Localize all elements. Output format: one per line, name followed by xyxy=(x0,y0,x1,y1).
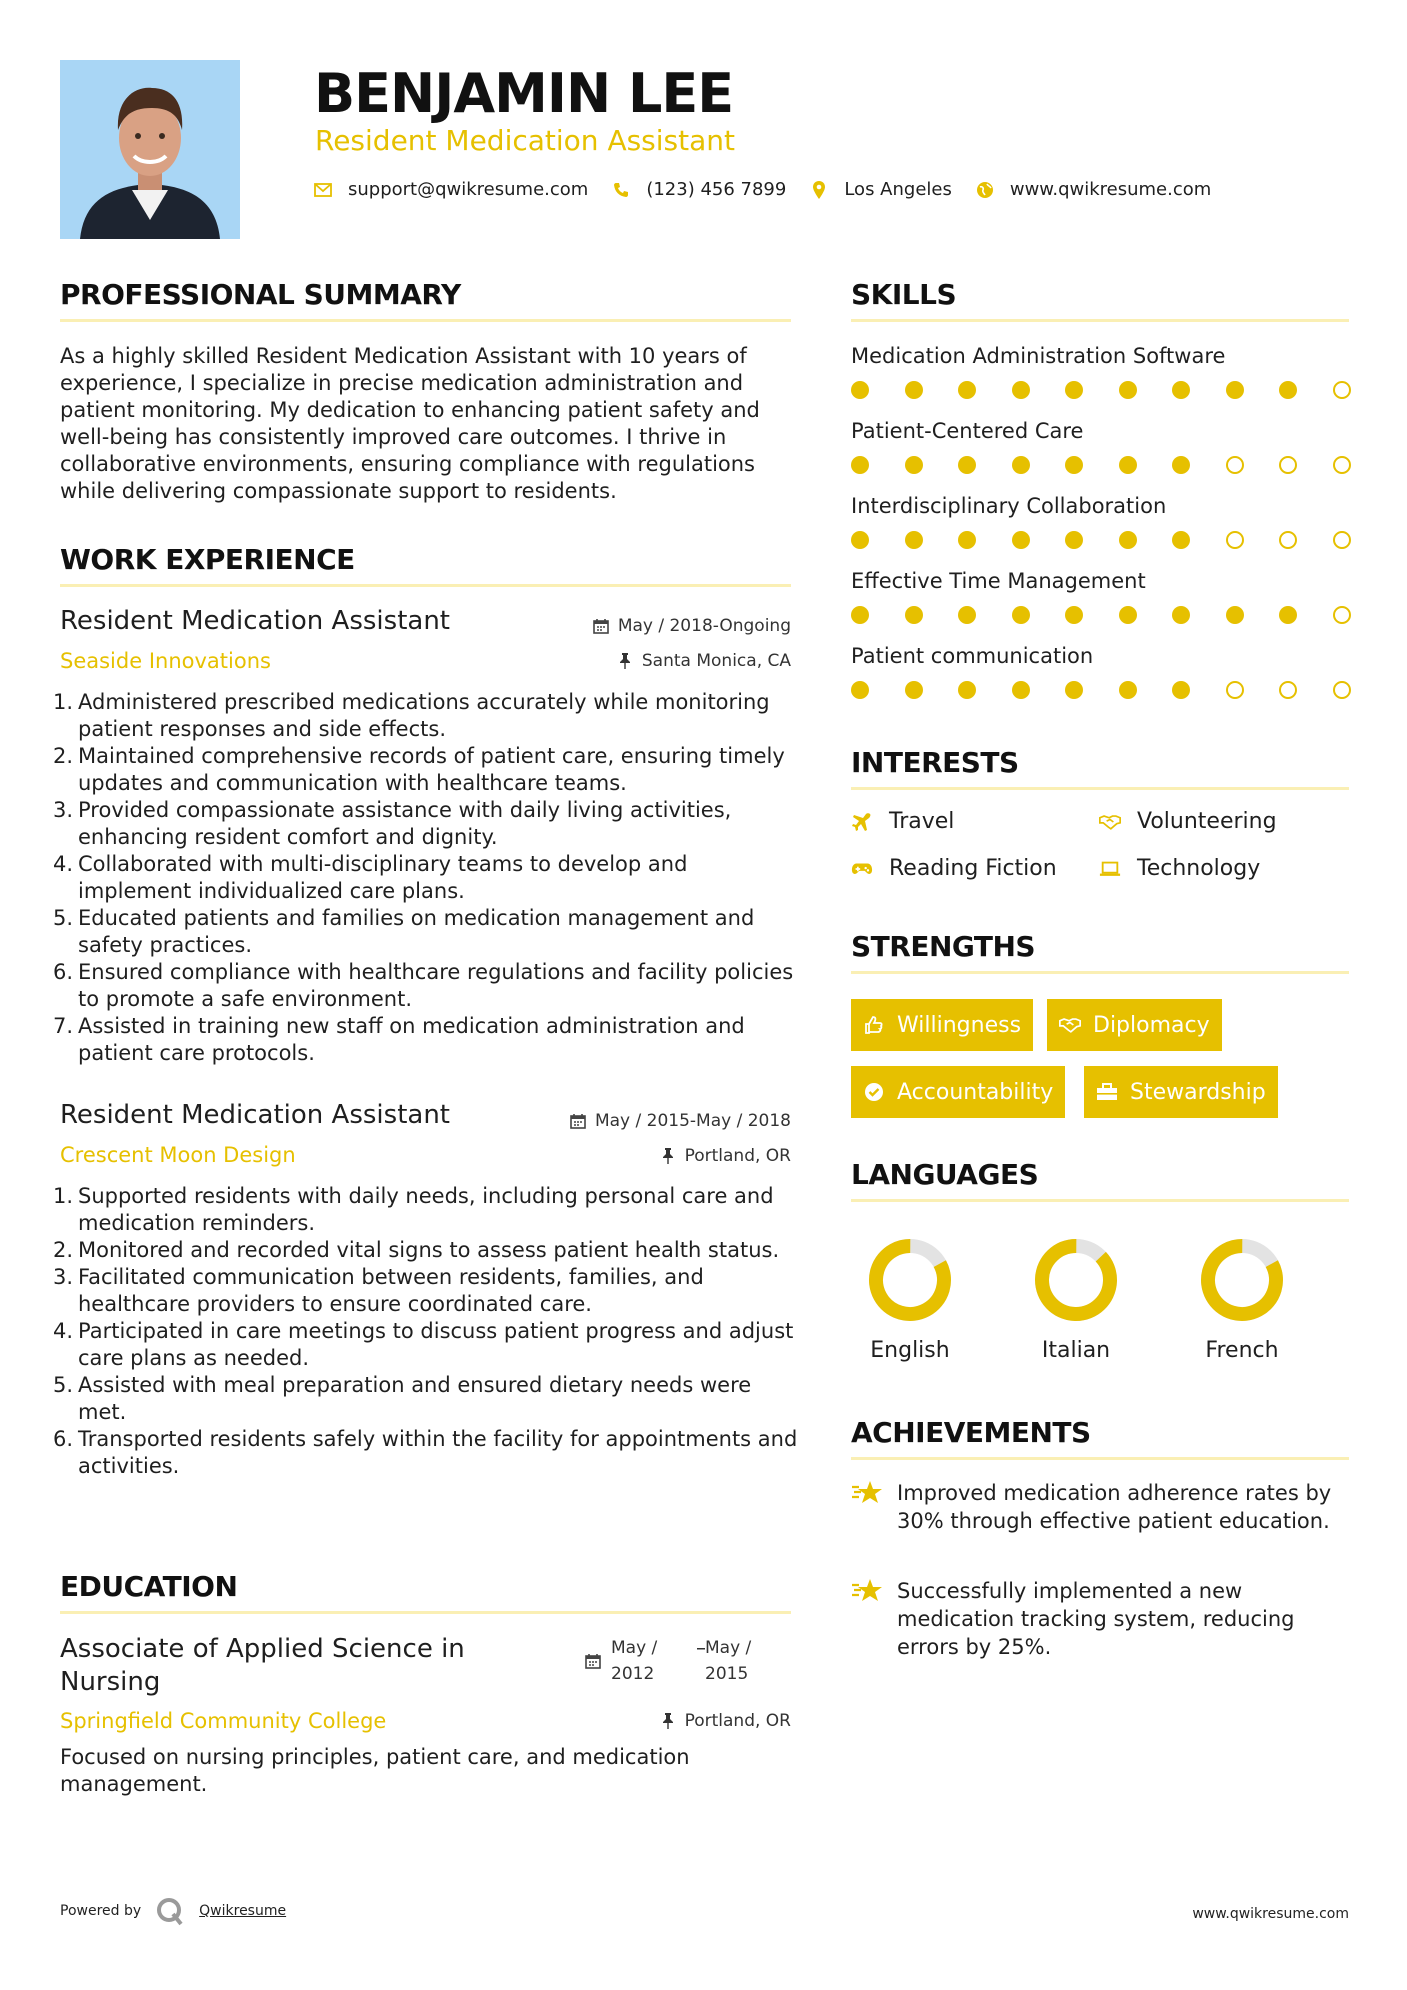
list-item: 3. Facilitated communication between residents, families, and healthcare providers to ensure coordinated care. xyxy=(53,1265,704,1316)
rating-dot-filled xyxy=(1065,681,1083,699)
contact-location xyxy=(810,178,952,202)
rating-dot-filled xyxy=(1065,606,1083,624)
date-separator xyxy=(697,1648,705,1650)
job-location-text: Santa Monica, CA xyxy=(641,651,791,671)
rating-dot-filled xyxy=(958,681,976,699)
language-label: English xyxy=(870,1338,950,1363)
rating-dot-filled xyxy=(958,606,976,624)
brand-link[interactable]: Qwikresume xyxy=(199,1903,287,1919)
rating-dot-filled xyxy=(905,531,923,549)
rating-dot-filled xyxy=(1012,606,1030,624)
rating-dot-filled xyxy=(1012,681,1030,699)
skills-divider xyxy=(851,319,1349,322)
school-name: Springfield Community College xyxy=(60,1709,387,1733)
rating-dot-filled xyxy=(851,606,869,624)
rating-dot-filled xyxy=(958,456,976,474)
rating-dot-filled xyxy=(1172,381,1190,399)
rating-dot-empty xyxy=(1279,456,1297,474)
job-date-text: May / 2018-Ongoing xyxy=(617,616,791,636)
skill-name: Patient communication xyxy=(851,644,1094,668)
email-text: support@qwikresume.com xyxy=(348,179,589,200)
strength-badge: Willingness xyxy=(851,999,1033,1051)
education-location-text: Portland, OR xyxy=(684,1711,791,1731)
rating-dot-empty xyxy=(1333,606,1351,624)
rating-dot-empty xyxy=(1333,681,1351,699)
rating-dot-empty xyxy=(1226,531,1244,549)
strength-badge: Accountability xyxy=(851,1066,1065,1118)
rating-dot-empty xyxy=(1333,381,1351,399)
rating-dot-filled xyxy=(1065,381,1083,399)
rating-dot-filled xyxy=(1172,606,1190,624)
footer-website[interactable]: www.qwikresume.com xyxy=(1192,1906,1349,1922)
job-location xyxy=(616,650,791,672)
list-item: 5. Educated patients and families on medication management and safety practices. xyxy=(53,906,755,957)
language-item xyxy=(1182,1235,1302,1365)
list-item: 1. Administered prescribed medications accurately while monitoring patient responses and side effects. xyxy=(53,690,770,741)
rating-dot-empty xyxy=(1279,681,1297,699)
profile-photo xyxy=(60,60,240,239)
achievement-item: Improved medication adherence rates by 30% through effective patient education. xyxy=(851,1479,1341,1535)
briefcase-icon xyxy=(1096,1081,1118,1103)
pushpin-icon xyxy=(659,1712,677,1730)
list-item: 2. Monitored and recorded vital signs to assess patient health status. xyxy=(53,1238,780,1262)
interest-item: Travel xyxy=(851,808,954,836)
calendar-icon xyxy=(584,1652,602,1670)
rating-dot-filled xyxy=(1226,606,1244,624)
education-description: Focused on nursing principles, patient care, and medication management. xyxy=(60,1745,690,1796)
skill-name: Interdisciplinary Collaboration xyxy=(851,494,1167,518)
strengths-heading: STRENGTHS xyxy=(851,930,1036,963)
handshake-icon xyxy=(1059,1014,1081,1036)
handshake-icon xyxy=(1099,811,1121,833)
language-item xyxy=(1016,1235,1136,1365)
rating-dot-filled xyxy=(958,531,976,549)
strength-badge: Stewardship xyxy=(1084,1066,1278,1118)
rating-dot-filled xyxy=(851,531,869,549)
rating-dot-filled xyxy=(905,681,923,699)
contact-email[interactable] xyxy=(314,178,588,202)
list-item: 6. Transported residents safely within the facility for appointments and activities. xyxy=(53,1427,798,1478)
calendar-icon xyxy=(569,1112,587,1130)
job-date xyxy=(592,615,791,637)
location-text: Los Angeles xyxy=(844,179,952,200)
pushpin-icon xyxy=(659,1147,677,1165)
language-label: French xyxy=(1205,1338,1279,1363)
list-item: 5. Assisted with meal preparation and ensured dietary needs were met. xyxy=(53,1373,752,1424)
rating-dot-filled xyxy=(1172,681,1190,699)
degree-title-line2: Nursing xyxy=(60,1667,161,1697)
rating-dot-filled xyxy=(1172,456,1190,474)
language-label: Italian xyxy=(1041,1338,1111,1363)
contact-bar xyxy=(314,178,1235,202)
language-donut xyxy=(1197,1235,1287,1325)
rating-dot-filled xyxy=(1012,381,1030,399)
rating-dot-filled xyxy=(1172,531,1190,549)
education-start-date: May / 2012 xyxy=(611,1638,658,1684)
languages-divider xyxy=(851,1199,1349,1202)
rating-dot-empty xyxy=(1226,456,1244,474)
languages-heading: LANGUAGES xyxy=(851,1158,1039,1191)
list-item: 4. Collaborated with multi-disciplinary teams to develop and implement individualized care plans. xyxy=(53,852,688,903)
job-title: Resident Medication Assistant xyxy=(60,606,450,636)
interests-heading: INTERESTS xyxy=(851,746,1019,779)
rating-dot-filled xyxy=(1119,381,1137,399)
rating-dot-filled xyxy=(1065,456,1083,474)
job-date xyxy=(569,1110,791,1132)
job-location xyxy=(659,1145,791,1167)
list-item: 1. Supported residents with daily needs, including personal care and medication reminders. xyxy=(53,1184,774,1235)
skill-name: Patient-Centered Care xyxy=(851,419,1084,443)
qwikresume-logo-icon xyxy=(155,1896,185,1926)
list-item: 7. Assisted in training new staff on medication administration and patient care protocols. xyxy=(53,1014,745,1065)
skill-rating xyxy=(851,606,1386,624)
language-donut xyxy=(1031,1235,1121,1325)
rating-dot-filled xyxy=(851,456,869,474)
candidate-name: BENJAMIN LEE xyxy=(314,62,734,125)
list-item: 2. Maintained comprehensive records of patient care, ensuring timely updates and communication with healthcare teams. xyxy=(53,744,785,795)
rating-dot-filled xyxy=(1012,456,1030,474)
rating-dot-filled xyxy=(1119,456,1137,474)
summary-text: As a highly skilled Resident Medication Assistant with 10 years of experience, I specialize in precise medication administration and patient monitoring. My dedication to enhancing patient safety and well-being has consistently improved care outcomes. I thrive in collaborative environments, ensuring compliance with regulations while delivering compassionate support to residents. xyxy=(60,344,760,503)
donut-value-arc xyxy=(1197,1235,1287,1325)
skill-rating xyxy=(851,381,1386,399)
check-circle-icon xyxy=(863,1081,885,1103)
candidate-title: Resident Medication Assistant xyxy=(315,124,735,157)
donut-value-arc xyxy=(1031,1235,1121,1325)
globe-icon xyxy=(976,181,994,199)
list-item: 4. Participated in care meetings to discuss patient progress and adjust care plans as needed. xyxy=(53,1319,794,1370)
rating-dot-filled xyxy=(958,381,976,399)
rating-dot-filled xyxy=(1119,531,1137,549)
skill-name: Effective Time Management xyxy=(851,569,1146,593)
rating-dot-filled xyxy=(1279,381,1297,399)
envelope-icon xyxy=(314,181,332,199)
achievement-item: Successfully implemented a new medication tracking system, reducing errors by 25%. xyxy=(851,1577,1341,1661)
map-pin-icon xyxy=(810,181,828,199)
job-location-text: Portland, OR xyxy=(684,1146,791,1166)
strength-badge: Diplomacy xyxy=(1047,999,1222,1051)
job-responsibilities xyxy=(53,1183,803,1480)
footer-powered-by: Powered by Qwikresume xyxy=(60,1896,286,1926)
rating-dot-empty xyxy=(1333,456,1351,474)
list-item: 3. Provided compassionate assistance with daily living activities, enhancing resident comfort and dignity. xyxy=(53,798,732,849)
pushpin-icon xyxy=(616,652,634,670)
education-end-date: May / 2015 xyxy=(705,1638,752,1684)
work-heading: WORK EXPERIENCE xyxy=(60,543,355,576)
summary-heading: PROFESSIONAL SUMMARY xyxy=(60,278,461,311)
company-name: Seaside Innovations xyxy=(60,649,271,673)
contact-phone[interactable] xyxy=(612,178,786,202)
work-divider xyxy=(60,584,791,587)
skill-rating xyxy=(851,456,1386,474)
rating-dot-empty xyxy=(1333,531,1351,549)
rating-dot-filled xyxy=(851,381,869,399)
calendar-icon xyxy=(592,617,610,635)
interest-item: Volunteering xyxy=(1099,808,1277,836)
donut-value-arc xyxy=(865,1235,955,1325)
strengths-divider xyxy=(851,971,1349,974)
plane-icon xyxy=(851,811,873,833)
star-trophy-icon xyxy=(851,1577,883,1607)
website-text: www.qwikresume.com xyxy=(1009,179,1212,200)
rating-dot-filled xyxy=(905,606,923,624)
rating-dot-filled xyxy=(1226,381,1244,399)
rating-dot-filled xyxy=(851,681,869,699)
education-location xyxy=(659,1710,791,1732)
phone-icon xyxy=(612,181,630,199)
job-date-text: May / 2015-May / 2018 xyxy=(594,1111,791,1131)
rating-dot-filled xyxy=(1119,681,1137,699)
rating-dot-filled xyxy=(1065,531,1083,549)
education-heading: EDUCATION xyxy=(60,1570,238,1603)
skill-rating xyxy=(851,681,1386,699)
achievements-divider xyxy=(851,1457,1349,1460)
interest-item: Reading Fiction xyxy=(851,855,1057,883)
rating-dot-filled xyxy=(905,381,923,399)
thumbs-up-icon xyxy=(863,1014,885,1036)
rating-dot-filled xyxy=(1279,606,1297,624)
contact-website[interactable] xyxy=(976,178,1211,202)
skill-name: Medication Administration Software xyxy=(851,344,1226,368)
rating-dot-filled xyxy=(905,456,923,474)
achievements-heading: ACHIEVEMENTS xyxy=(851,1416,1091,1449)
interests-divider xyxy=(851,787,1349,790)
rating-dot-filled xyxy=(1119,606,1137,624)
language-donut xyxy=(865,1235,955,1325)
skill-rating xyxy=(851,531,1386,549)
degree-title-line1: Associate of Applied Science in xyxy=(60,1634,465,1664)
phone-text: (123) 456 7899 xyxy=(646,179,787,200)
company-name: Crescent Moon Design xyxy=(60,1143,296,1167)
rating-dot-empty xyxy=(1226,681,1244,699)
education-calendar xyxy=(584,1652,610,1670)
rating-dot-empty xyxy=(1279,531,1297,549)
skills-heading: SKILLS xyxy=(851,278,957,311)
interest-item: Technology xyxy=(1099,855,1260,883)
job-title: Resident Medication Assistant xyxy=(60,1100,450,1130)
star-trophy-icon xyxy=(851,1479,883,1509)
education-divider xyxy=(60,1611,791,1614)
job-responsibilities xyxy=(53,689,803,1067)
summary-divider xyxy=(60,319,791,322)
language-item xyxy=(850,1235,970,1365)
rating-dot-filled xyxy=(1012,531,1030,549)
laptop-icon xyxy=(1099,858,1121,880)
gamepad-icon xyxy=(851,858,873,880)
list-item: 6. Ensured compliance with healthcare regulations and facility policies to promote a safe environment. xyxy=(53,960,794,1011)
